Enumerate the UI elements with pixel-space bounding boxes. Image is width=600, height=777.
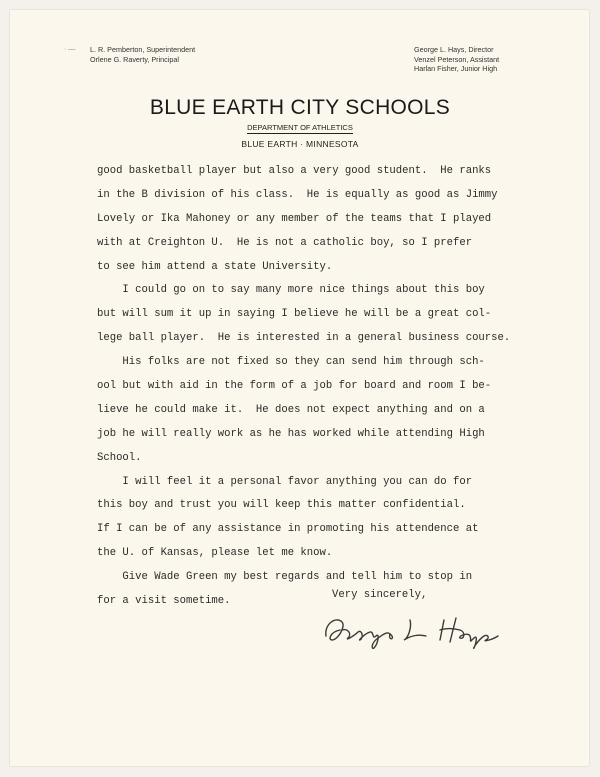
body-line: this boy and trust you will keep this matter confidential. xyxy=(97,499,466,512)
body-line: I will feel it a personal favor anything you can do for xyxy=(97,475,473,488)
letterhead-right-names xyxy=(414,45,499,74)
handwritten-signature xyxy=(318,610,518,650)
assistant-line: Venzel Peterson, Assistant xyxy=(414,54,500,64)
school-name: BLUE EARTH CITY SCHOOLS xyxy=(149,96,451,119)
body-line: job he will really work as he has worked while attending High xyxy=(97,427,485,440)
body-line: with at Creighton U. He is not a catholic boy, so I prefer xyxy=(97,236,473,249)
body-line: ool but with aid in the form of a job for board and room I be- xyxy=(97,380,492,393)
body-line: good basketball player but also a very good student. He ranks xyxy=(97,165,492,177)
junior-high-line: Harlan Fisher, Junior High xyxy=(414,64,498,74)
superintendent-line: L. R. Pemberton, Superintendent xyxy=(90,45,196,54)
stray-mark: · — xyxy=(64,46,76,53)
director-line: George L. Hays, Director xyxy=(414,45,494,54)
letter-body xyxy=(97,160,557,614)
body-line: lieve he could make it. He does not expect anything and on a xyxy=(97,403,485,416)
principal-line: Orlene G. Raverty, Principal xyxy=(90,54,179,64)
letterhead-left-names xyxy=(90,45,195,64)
school-location: BLUE EARTH · MINNESOTA xyxy=(241,139,359,149)
body-line: but will sum it up in saying I believe he will be a great col- xyxy=(97,308,492,321)
department-label: DEPARTMENT OF ATHLETICS xyxy=(247,123,353,132)
body-line: I could go on to say many more nice things about this boy xyxy=(97,284,485,297)
body-line: to see him attend a state University. xyxy=(97,260,333,273)
department-heading xyxy=(0,123,600,132)
body-line: lege ball player. He is interested in a general business course. xyxy=(97,332,511,345)
body-line: Give Wade Green my best regards and tell him to stop in xyxy=(97,571,473,584)
body-line: If I can be of any assistance in promoting his attendence at xyxy=(97,523,479,536)
body-line: the U. of Kansas, please let me know. xyxy=(97,547,333,560)
body-line: in the B division of his class. He is equally as good as Jimmy xyxy=(97,188,498,201)
body-line: Lovely or Ika Mahoney or any member of the teams that I played xyxy=(97,212,492,225)
body-line: School. xyxy=(97,451,142,464)
body-line: for a visit sometime. xyxy=(97,595,231,608)
body-line: His folks are not fixed so they can send him through sch- xyxy=(97,356,485,369)
closing-salutation: Very sincerely, xyxy=(332,589,428,601)
